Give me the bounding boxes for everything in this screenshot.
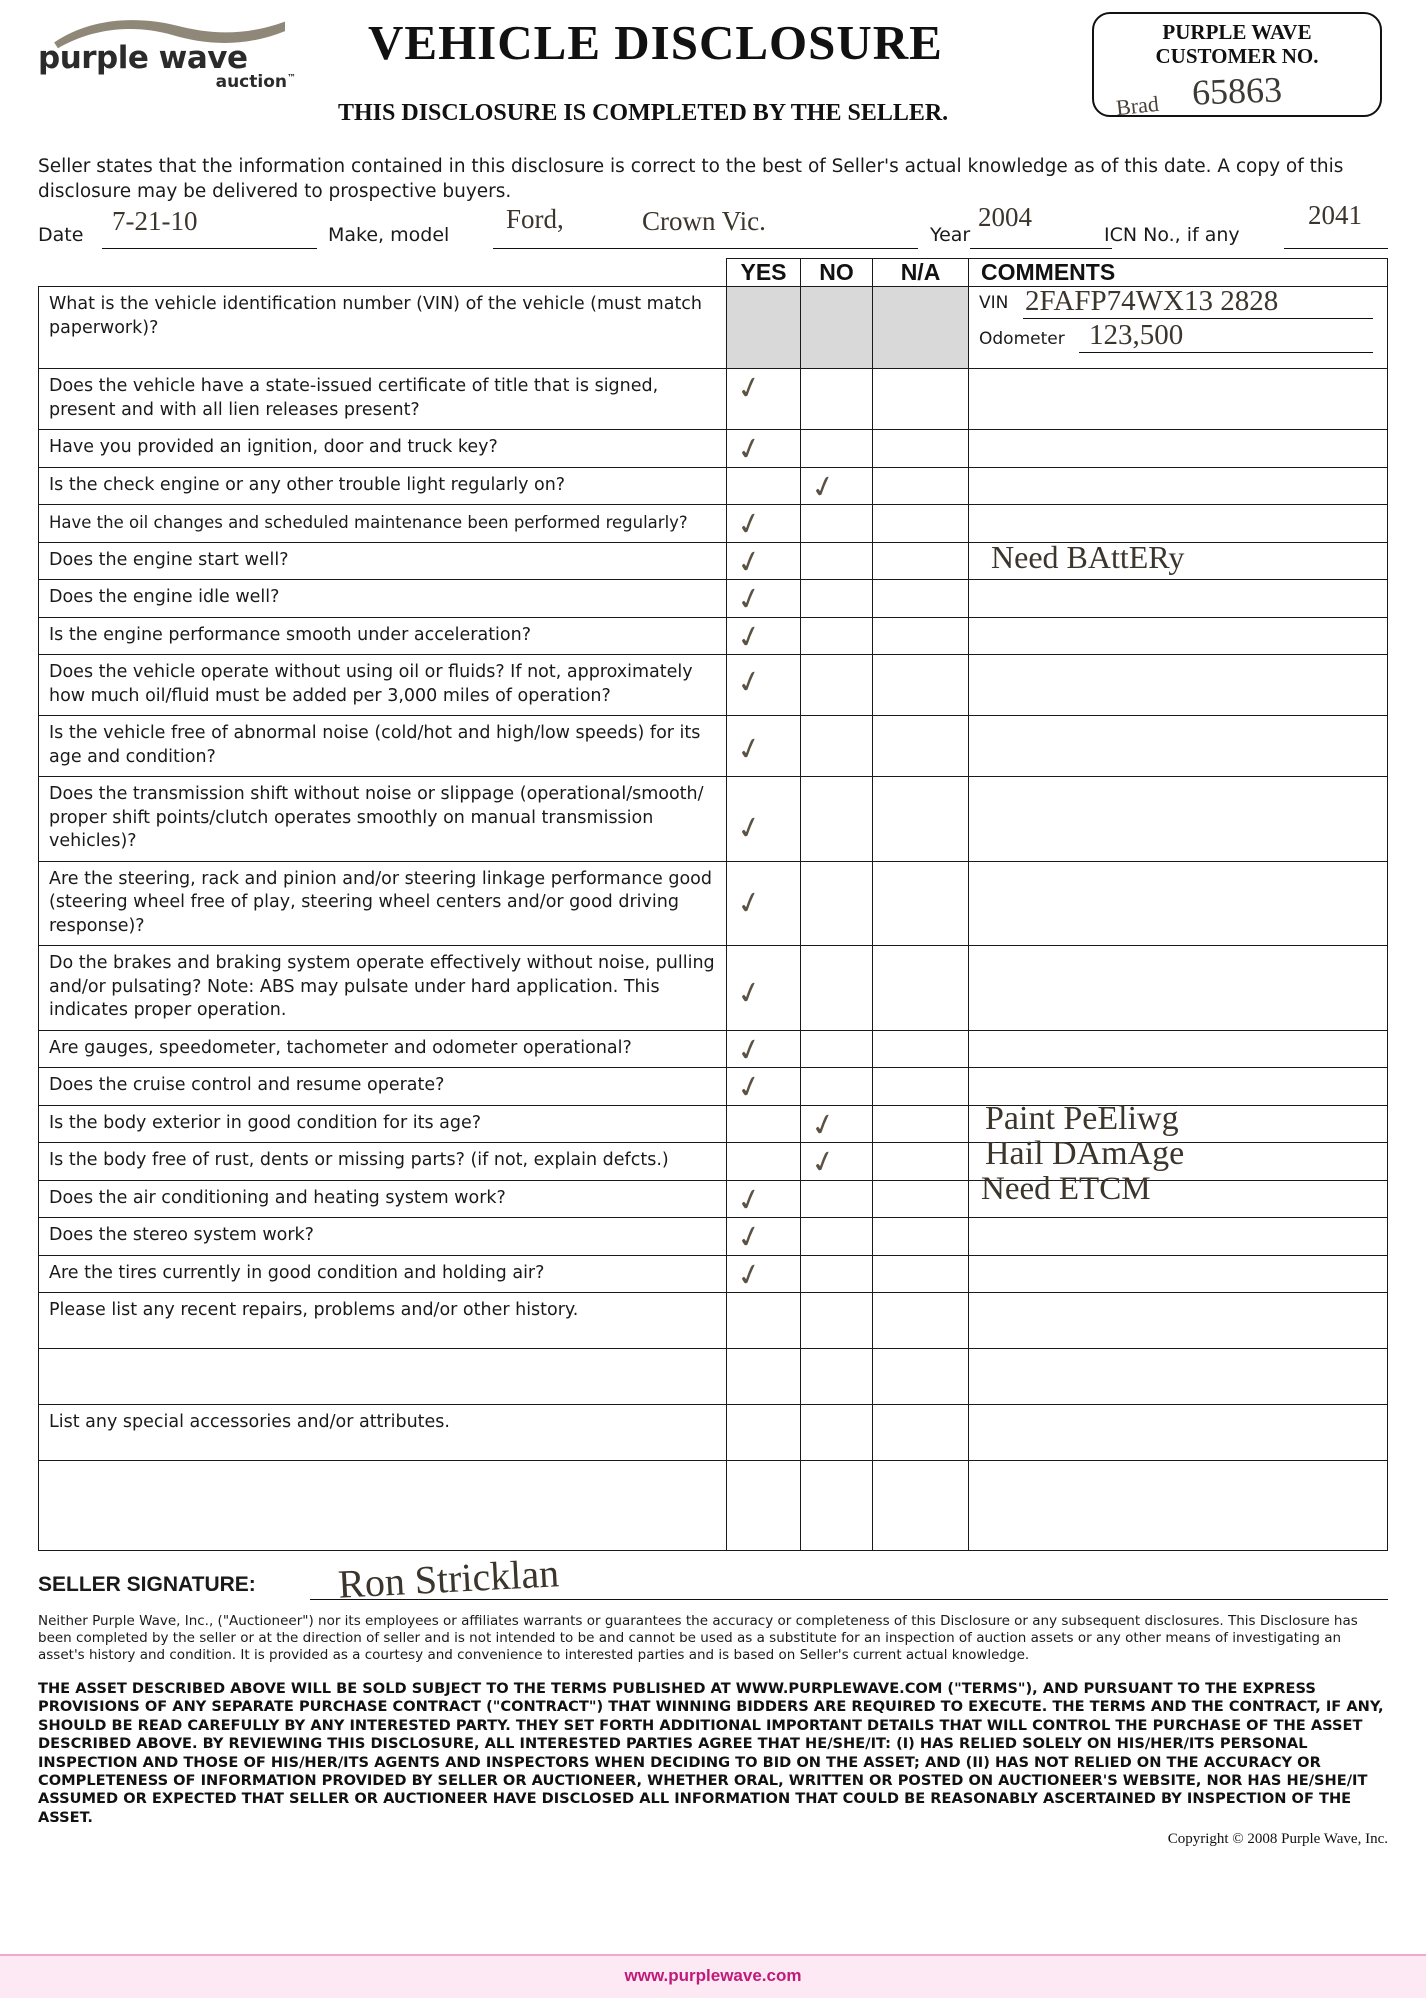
table-row xyxy=(39,861,1388,946)
na-cell[interactable] xyxy=(873,946,969,1031)
na-cell[interactable] xyxy=(873,430,969,468)
yes-cell[interactable] xyxy=(727,777,801,862)
logo-subtext: auction™ xyxy=(215,72,296,92)
table-row xyxy=(39,430,1388,468)
checkmark-icon: ✓ xyxy=(807,467,840,507)
table-row-vin xyxy=(39,287,1388,369)
na-cell[interactable] xyxy=(873,1349,969,1405)
icn-rule xyxy=(1284,248,1388,249)
yes-cell[interactable] xyxy=(727,1105,801,1143)
yes-cell[interactable] xyxy=(727,505,801,543)
question-text: Does the cruise control and resume operate? xyxy=(49,1075,445,1095)
na-cell[interactable] xyxy=(873,1143,969,1181)
no-cell[interactable] xyxy=(801,1218,873,1256)
yes-cell[interactable] xyxy=(727,369,801,430)
yes-cell[interactable] xyxy=(727,467,801,505)
question-text: Is the engine performance smooth under acceleration? xyxy=(49,624,532,645)
make-model-rule xyxy=(493,248,918,249)
customer-box-line1: PURPLE WAVE xyxy=(1162,20,1312,44)
checkmark-icon: ✓ xyxy=(733,1180,766,1220)
disclosure-table xyxy=(38,258,1388,1551)
checkmark-icon: ✓ xyxy=(733,730,766,769)
table-row-open-repairs-blank xyxy=(39,1349,1388,1405)
checkmark-icon: ✓ xyxy=(733,1218,766,1257)
comment-cell[interactable] xyxy=(969,655,1388,716)
na-cell[interactable] xyxy=(873,1218,969,1256)
na-cell[interactable] xyxy=(873,655,969,716)
purple-wave-logo xyxy=(38,22,318,92)
na-cell[interactable] xyxy=(873,716,969,777)
comment-cell[interactable] xyxy=(969,777,1388,862)
na-cell[interactable] xyxy=(873,369,969,430)
yes-cell[interactable] xyxy=(727,1030,801,1068)
comment-cell[interactable] xyxy=(969,1030,1388,1068)
header-no: NO xyxy=(801,259,873,287)
checkmark-icon: ✓ xyxy=(733,1030,766,1070)
comment-cell[interactable] xyxy=(969,1170,1388,1218)
page-subtitle: THIS DISCLOSURE IS COMPLETED BY THE SELLER. xyxy=(338,100,949,126)
comment-cell[interactable] xyxy=(969,1218,1388,1256)
no-cell[interactable] xyxy=(801,467,873,505)
checkmark-icon: ✓ xyxy=(733,505,766,544)
question-text: Is the vehicle free of abnormal noise (cold/hot and high/low speeds) for its age and condition? xyxy=(49,723,701,767)
na-cell[interactable] xyxy=(873,1030,969,1068)
na-cell[interactable] xyxy=(873,777,969,862)
make-value: Ford, xyxy=(506,204,564,234)
header-fields-row xyxy=(38,200,1388,254)
yes-cell[interactable] xyxy=(727,542,801,580)
logo-wordmark: purple wave xyxy=(38,40,248,76)
comment-cell[interactable] xyxy=(969,1349,1388,1405)
legal-disclaimer: Neither Purple Wave, Inc., ("Auctioneer") nor its employees or affiliates warrants or guarantees the accuracy or completeness of this Disclosure or any subsequent disclosures. This Disclosure has been completed by the seller or at the direction of seller and is not intended to be and cannot be used as a substitute for an inspection of auction assets or any other means of investigating an asset's history and condition. It is provided as a courtesy and convenience to interested parties and is based on Seller's current actual knowledge. xyxy=(38,1613,1358,1663)
table-row xyxy=(39,1255,1388,1293)
comment-cell[interactable] xyxy=(969,467,1388,505)
no-cell[interactable] xyxy=(801,777,873,862)
no-cell[interactable] xyxy=(801,716,873,777)
yes-cell[interactable] xyxy=(727,1461,801,1551)
yes-cell[interactable] xyxy=(727,655,801,716)
table-row-open-repairs xyxy=(39,1293,1388,1349)
table-row xyxy=(39,1143,1388,1181)
yes-cell[interactable] xyxy=(727,1293,801,1349)
comment-cell[interactable] xyxy=(969,861,1388,946)
na-cell[interactable] xyxy=(873,1405,969,1461)
comment-cell[interactable] xyxy=(969,430,1388,468)
yes-cell[interactable] xyxy=(727,580,801,618)
table-row-open-accessories xyxy=(39,1405,1388,1461)
na-cell[interactable] xyxy=(873,467,969,505)
question-text: List any special accessories and/or attributes. xyxy=(49,1412,450,1432)
table-row xyxy=(39,655,1388,716)
footer-website-link[interactable]: www.purplewave.com xyxy=(624,1966,802,1985)
question-text: Is the body free of rust, dents or missing parts? (if not, explain defcts.) xyxy=(49,1150,669,1170)
yes-cell[interactable] xyxy=(727,617,801,655)
question-text: Does the transmission shift without noise or slippage (operational/smooth/ proper shift points/clutch operates smoothly on manual transmission vehicles)? xyxy=(49,784,704,851)
no-cell[interactable] xyxy=(801,1105,873,1143)
no-cell[interactable] xyxy=(801,1143,873,1181)
vin-yes-cell[interactable] xyxy=(727,287,801,369)
table-row xyxy=(39,580,1388,618)
customer-initials: Brad xyxy=(1114,90,1160,121)
table-row xyxy=(39,505,1388,543)
question-text: Please list any recent repairs, problems and/or other history. xyxy=(49,1300,579,1320)
na-cell[interactable] xyxy=(873,542,969,580)
no-cell[interactable] xyxy=(801,430,873,468)
comment-cell[interactable] xyxy=(969,538,1388,580)
table-row xyxy=(39,542,1388,580)
checkmark-icon: ✓ xyxy=(733,974,766,1013)
no-cell[interactable] xyxy=(801,1349,873,1405)
seller-signature-label: SELLER SIGNATURE: xyxy=(38,1573,256,1596)
checkmark-icon: ✓ xyxy=(807,1105,840,1145)
na-cell[interactable] xyxy=(873,1293,969,1349)
na-cell[interactable] xyxy=(873,1105,969,1143)
question-text: Do the brakes and braking system operate effectively without noise, pulling and/or pulsating? Note: ABS may pulsate under hard application. This indicates proper operation. xyxy=(49,953,715,1020)
no-cell[interactable] xyxy=(801,617,873,655)
table-row xyxy=(39,1105,1388,1143)
question-text: Does the engine idle well? xyxy=(49,587,280,607)
table-row xyxy=(39,369,1388,430)
checkmark-icon: ✓ xyxy=(733,1068,766,1107)
date-rule xyxy=(102,248,317,249)
table-row xyxy=(39,777,1388,862)
no-cell[interactable] xyxy=(801,369,873,430)
no-cell[interactable] xyxy=(801,1405,873,1461)
no-cell[interactable] xyxy=(801,580,873,618)
comment-text: Hail DAmAge xyxy=(985,1135,1185,1172)
na-cell[interactable] xyxy=(873,1461,969,1551)
intro-paragraph: Seller states that the information contained in this disclosure is correct to the best of Seller's actual knowledge as of this date. A copy of this disclosure may be delivered to prospective buyers. xyxy=(38,156,1344,202)
date-value: 7-21-10 xyxy=(112,206,198,236)
question-text: Is the check engine or any other trouble light regularly on? xyxy=(49,474,566,495)
question-text: Are the tires currently in good condition and holding air? xyxy=(49,1262,545,1283)
yes-cell[interactable] xyxy=(727,1180,801,1218)
na-cell[interactable] xyxy=(873,861,969,946)
question-text: Does the air conditioning and heating system work? xyxy=(49,1187,506,1208)
comment-cell[interactable] xyxy=(969,946,1388,1031)
checkmark-icon: ✓ xyxy=(733,809,766,848)
table-row xyxy=(39,1180,1388,1218)
legal-terms: THE ASSET DESCRIBED ABOVE WILL BE SOLD SUBJECT TO THE TERMS PUBLISHED AT WWW.PURPLEWAVE.COM ("TERMS"), AND PURSUANT TO THE EXPRESS PROVISIONS OF ANY SEPARATE PURCHASE CONTRACT ("CONTRACT") THAT WINNING BIDDERS ARE REQUIRED TO EXECUTE. THE TERMS AND THE CONTRACT, IF ANY, SHOULD BE READ CAREFULLY BY ANY INTERESTED PARTY. THEY SET FORTH ADDITIONAL IMPORTANT DETAILS THAT WILL CONTROL THE PURCHASE OF THE ASSET DESCRIBED ABOVE. BY REVIEWING THIS DISCLOSURE, ALL INTERESTED PARTIES AGREE THAT HE/SHE/IT: (I) HAS RELIED SOLELY ON HIS/HER/ITS PERSONAL INSPECTION AND THOSE OF HIS/HER/ITS AGENTS AND INSPECTORS WHEN DECIDING TO BID ON THE ASSET; AND (II) HAS NOT RELIED ON THE ACCURACY OR COMPLETENESS OF INFORMATION PROVIDED BY SELLER OR AUCTIONEER, WHETHER ORAL, WRITTEN OR POSTED ON AUCTIONEER'S WEBSITE, NOR HAS HE/SHE/IT ASSUMED OR EXPECTED THAT SELLER OR AUCTIONEER HAVE DISCLOSED ALL INFORMATION THAT COULD BE REASONABLY ASCERTAINED BY INSPECTION OF THE ASSET. xyxy=(38,1680,1384,1826)
header-comments: COMMENTS xyxy=(969,259,1388,287)
table-row xyxy=(39,1218,1388,1256)
date-label: Date xyxy=(38,224,84,246)
no-cell[interactable] xyxy=(801,1461,873,1551)
comment-cell[interactable] xyxy=(969,580,1388,618)
make-model-label: Make, model xyxy=(328,224,450,246)
model-value: Crown Vic. xyxy=(642,206,766,236)
table-row xyxy=(39,1030,1388,1068)
vin-na-cell[interactable] xyxy=(873,287,969,369)
checkmark-icon: ✓ xyxy=(733,542,766,582)
icn-label: ICN No., if any xyxy=(1104,224,1240,246)
year-value: 2004 xyxy=(978,202,1032,232)
checkmark-icon: ✓ xyxy=(733,430,766,469)
table-header-row xyxy=(39,259,1388,287)
comment-cell[interactable] xyxy=(969,505,1388,543)
yes-cell[interactable] xyxy=(727,1218,801,1256)
yes-cell[interactable] xyxy=(727,1349,801,1405)
yes-cell[interactable] xyxy=(727,1068,801,1106)
question-text: Are gauges, speedometer, tachometer and odometer operational? xyxy=(49,1037,632,1058)
odometer-value: 123,500 xyxy=(1089,319,1184,351)
vin-comment-cell[interactable] xyxy=(969,287,1388,369)
icn-value: 2041 xyxy=(1308,200,1362,230)
comment-text: Paint PeEliwg xyxy=(985,1099,1179,1137)
question-text: Have you provided an ignition, door and truck key? xyxy=(49,437,498,457)
yes-cell[interactable] xyxy=(727,1255,801,1293)
yes-cell[interactable] xyxy=(727,716,801,777)
table-row xyxy=(39,617,1388,655)
table-row xyxy=(39,716,1388,777)
question-text: Are the steering, rack and pinion and/or steering linkage performance good (steering wheel free of play, steering wheel centers and/or good driving response)? xyxy=(49,868,712,936)
comment-cell[interactable] xyxy=(969,1405,1388,1461)
table-row-open-accessories-blank xyxy=(39,1461,1388,1551)
na-cell[interactable] xyxy=(873,1255,969,1293)
odometer-field-line xyxy=(969,313,1387,349)
question-text: What is the vehicle identification number (VIN) of the vehicle (must match paperwork)? xyxy=(49,294,703,338)
vin-label: VIN xyxy=(979,293,1009,313)
no-cell[interactable] xyxy=(801,1255,873,1293)
header-na: N/A xyxy=(873,259,969,287)
seller-signature-value: Ron Stricklan xyxy=(336,1550,561,1607)
na-cell[interactable] xyxy=(873,1180,969,1218)
question-text: Does the engine start well? xyxy=(49,549,289,570)
yes-cell[interactable] xyxy=(727,1405,801,1461)
customer-number-value: 65863 xyxy=(1191,69,1283,113)
yes-cell[interactable] xyxy=(727,1143,801,1181)
no-cell[interactable] xyxy=(801,542,873,580)
question-text: Is the body exterior in good condition for its age? xyxy=(49,1112,482,1133)
vin-no-cell[interactable] xyxy=(801,287,873,369)
yes-cell[interactable] xyxy=(727,861,801,946)
yes-cell[interactable] xyxy=(727,946,801,1031)
yes-cell[interactable] xyxy=(727,430,801,468)
no-cell[interactable] xyxy=(801,1030,873,1068)
trademark-mark: ™ xyxy=(287,73,296,84)
checkmark-icon: ✓ xyxy=(733,580,766,619)
question-text: Does the vehicle have a state-issued certificate of title that is signed, present and with all lien releases present? xyxy=(49,376,659,420)
table-row xyxy=(39,467,1388,505)
copyright-notice: Copyright © 2008 Purple Wave, Inc. xyxy=(1167,1831,1388,1848)
checkmark-icon: ✓ xyxy=(733,369,766,408)
table-row xyxy=(39,1068,1388,1106)
odometer-rule xyxy=(1079,352,1373,353)
page-header xyxy=(38,0,1388,150)
comment-cell[interactable] xyxy=(969,369,1388,430)
customer-box-line2: CUSTOMER NO. xyxy=(1155,44,1319,68)
year-rule xyxy=(970,248,1112,249)
comment-cell[interactable] xyxy=(969,1293,1388,1349)
no-cell[interactable] xyxy=(801,1068,873,1106)
no-cell[interactable] xyxy=(801,1293,873,1349)
question-text: Does the stereo system work? xyxy=(49,1225,314,1245)
checkmark-icon: ✓ xyxy=(733,883,766,923)
page-footer xyxy=(0,1954,1426,1998)
comment-cell[interactable] xyxy=(969,1255,1388,1293)
checkmark-icon: ✓ xyxy=(733,663,766,702)
checkmark-icon: ✓ xyxy=(733,617,766,657)
odometer-label: Odometer xyxy=(979,329,1065,349)
no-cell[interactable] xyxy=(801,946,873,1031)
header-yes: YES xyxy=(727,259,801,287)
na-cell[interactable] xyxy=(873,1068,969,1106)
checkmark-icon: ✓ xyxy=(733,1255,766,1295)
no-cell[interactable] xyxy=(801,655,873,716)
na-cell[interactable] xyxy=(873,505,969,543)
no-cell[interactable] xyxy=(801,861,873,946)
year-label: Year xyxy=(930,224,971,246)
checkmark-icon: ✓ xyxy=(807,1143,840,1182)
na-cell[interactable] xyxy=(873,617,969,655)
comment-cell[interactable] xyxy=(969,617,1388,655)
na-cell[interactable] xyxy=(873,580,969,618)
question-text: Have the oil changes and scheduled maintenance been performed regularly? xyxy=(49,513,688,532)
vin-field-line xyxy=(969,285,1387,317)
comment-text: Need BAttERy xyxy=(991,538,1185,575)
question-text: Does the vehicle operate without using oil or fluids? If not, approximately how much oil/fluid must be added per 3,000 miles of operation? xyxy=(49,662,693,706)
page-title: VEHICLE DISCLOSURE xyxy=(368,15,943,70)
comment-text: Need ETCM xyxy=(981,1170,1151,1207)
comment-cell[interactable] xyxy=(969,716,1388,777)
comment-cell[interactable] xyxy=(969,1461,1388,1551)
vin-value: 2FAFP74WX13 2828 xyxy=(1025,285,1279,317)
seller-signature-row xyxy=(38,1550,1388,1611)
header-blank-cell xyxy=(39,259,727,287)
customer-number-box xyxy=(1092,12,1382,121)
no-cell[interactable] xyxy=(801,1180,873,1218)
no-cell[interactable] xyxy=(801,505,873,543)
table-row xyxy=(39,946,1388,1031)
